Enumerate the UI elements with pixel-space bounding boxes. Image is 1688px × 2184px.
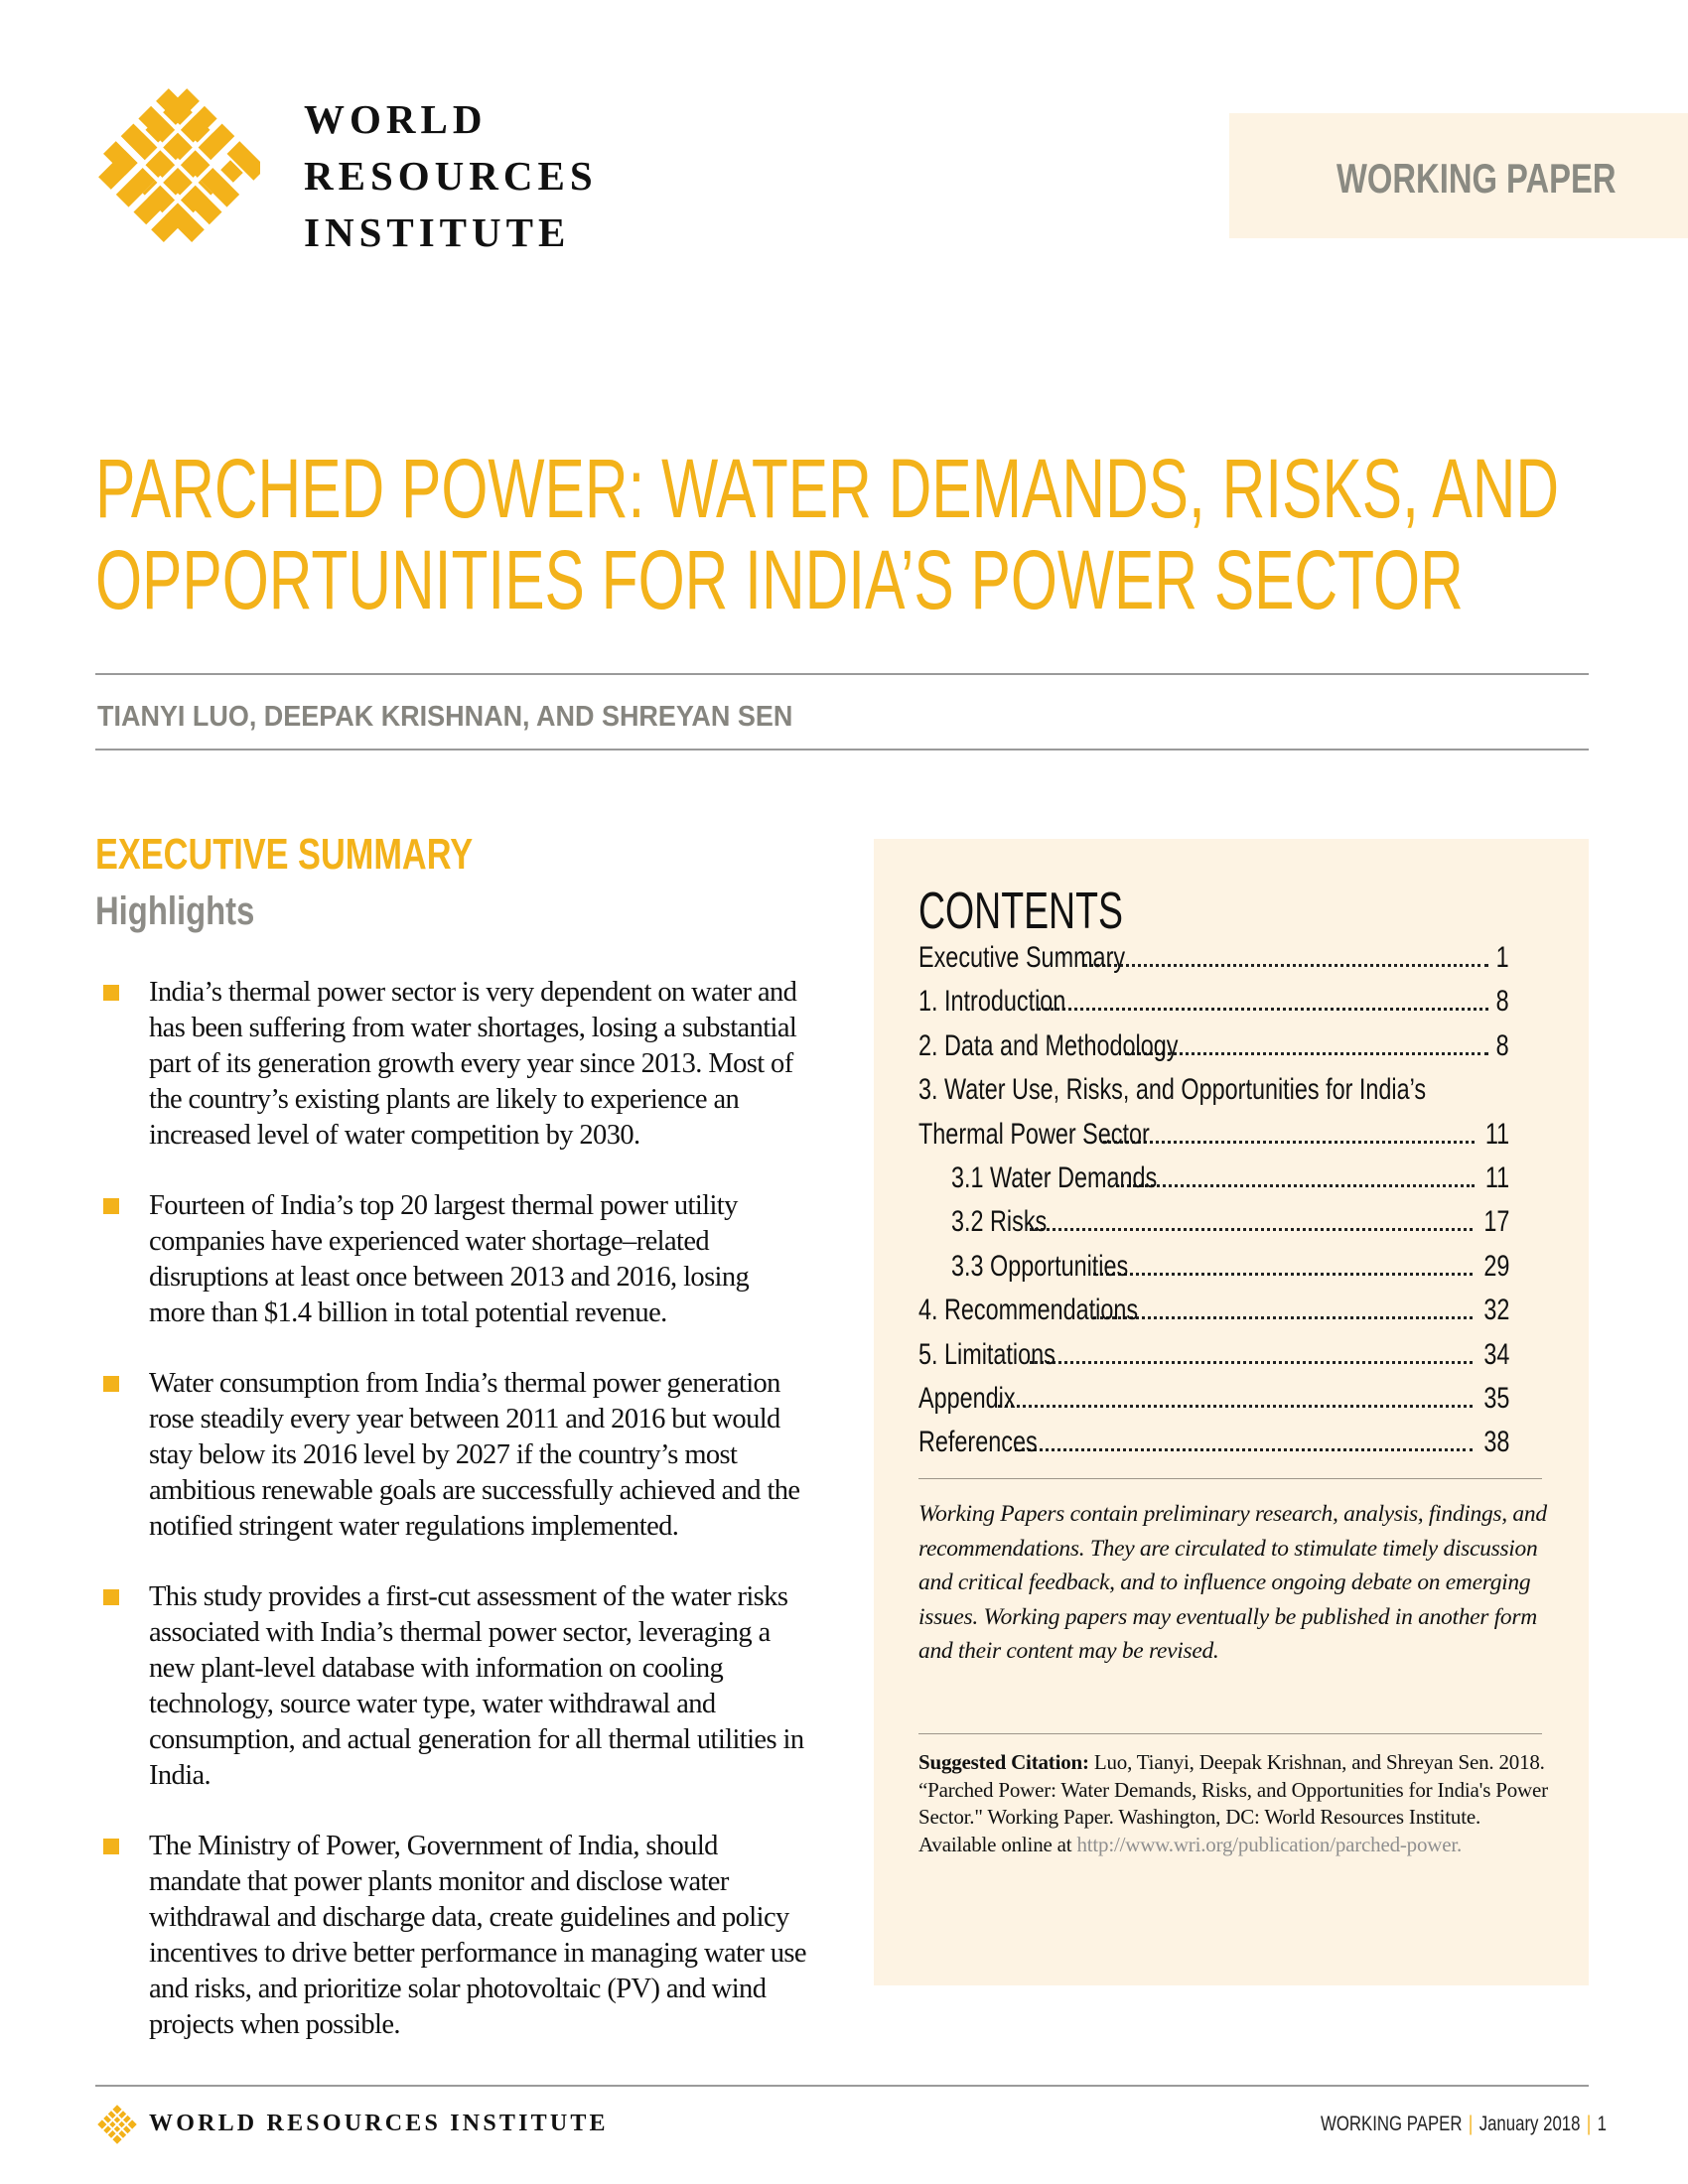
toc-item-page: 35 xyxy=(1482,1381,1509,1415)
separator: | xyxy=(1586,2113,1592,2135)
separator: | xyxy=(1468,2113,1474,2135)
toc-item[interactable] xyxy=(918,1338,1509,1382)
org-name xyxy=(304,91,598,261)
bullet-square-icon xyxy=(103,1376,119,1392)
toc-item[interactable] xyxy=(918,1382,1509,1426)
list-item-text: Water consumption from India’s thermal power generation rose steadily every year between 2011 and 2016 but would stay below its 2016 level by 2027 if the country’s most ambitious renewable goals are successfully achieved and the notified stringent water regulations implemented. xyxy=(149,1368,800,1542)
bullet-square-icon xyxy=(103,1589,119,1605)
list-item xyxy=(95,1829,810,2043)
working-paper-label: WORKING PAPER xyxy=(1336,155,1617,202)
dot-leader xyxy=(1015,1448,1472,1451)
dot-leader xyxy=(1093,1316,1472,1319)
highlights-list xyxy=(95,975,810,2078)
toc-item-page: 8 xyxy=(1495,1028,1509,1062)
toc-item-label: 4. Recommendations xyxy=(918,1294,1139,1327)
toc-item-label: 3. Water Use, Risks, and Opportunities for India’s xyxy=(918,1073,1427,1107)
toc-item-page: 17 xyxy=(1482,1205,1509,1239)
bullet-square-icon xyxy=(103,1198,119,1214)
subsection-heading: Highlights xyxy=(95,889,255,933)
footer-meta xyxy=(1321,2113,1607,2136)
list-item xyxy=(95,1188,810,1331)
dot-leader xyxy=(1103,1141,1475,1144)
dot-leader xyxy=(1125,1052,1488,1055)
org-name-line: INSTITUTE xyxy=(304,209,571,255)
org-name-line: WORLD xyxy=(304,96,488,142)
dot-leader xyxy=(1038,1008,1489,1011)
toc-item-page: 8 xyxy=(1495,985,1509,1019)
toc-item[interactable] xyxy=(918,1161,1509,1205)
divider xyxy=(918,1478,1542,1479)
toc-item[interactable] xyxy=(918,985,1509,1028)
dot-leader xyxy=(1093,1273,1473,1276)
divider xyxy=(95,673,1589,675)
toc-item[interactable] xyxy=(918,1118,1509,1161)
woven-diamond-logo-icon xyxy=(95,85,260,250)
dot-leader xyxy=(1030,1228,1473,1231)
dot-leader xyxy=(1030,1361,1473,1364)
toc-item[interactable] xyxy=(918,1205,1509,1249)
citation-link[interactable]: http://www.wri.org/publication/parched-power. xyxy=(1076,1832,1463,1856)
toc-item[interactable] xyxy=(918,1294,1509,1337)
list-item-text: Fourteen of India’s top 20 largest thermal power utility companies have experienced water shortage–related disruptions at least once between 2013 and 2016, losing more than $1.4 billion in total potential revenue. xyxy=(149,1190,750,1328)
divider xyxy=(95,749,1589,751)
toc-item-page: 1 xyxy=(1495,941,1509,974)
toc-item[interactable] xyxy=(918,1073,1509,1117)
footer-divider xyxy=(95,2085,1589,2087)
contents-heading: CONTENTS xyxy=(918,883,1123,940)
citation-text: Luo, Tianyi, Deepak Krishnan, and Shreyan Sen. 2018. “Parched Power: Water Demands, Risks, and Opportunities for India's Power Sector." Working Paper. Washington, DC: World Resources Institute. Available online at xyxy=(918,1750,1548,1856)
toc-item-page: 34 xyxy=(1482,1337,1509,1371)
toc-item-label: 1. Introduction xyxy=(918,985,1066,1019)
title-line: OPPORTUNITIES FOR INDIA’S POWER SECTOR xyxy=(95,533,1464,626)
toc-item[interactable] xyxy=(918,1250,1509,1294)
list-item-text: This study provides a first-cut assessment of the water risks associated with India’s thermal power sector, leveraging a new plant-level database with information on cooling technology, source water type, water withdrawal and consumption, and actual generation for all thermal utilities in India. xyxy=(149,1581,804,1791)
page-number: 1 xyxy=(1597,2113,1608,2135)
toc-item-label: 3.2 Risks xyxy=(951,1205,1048,1239)
toc-item-page: 11 xyxy=(1484,1160,1509,1194)
toc-item-label: 3.1 Water Demands xyxy=(951,1160,1158,1194)
list-item-text: The Ministry of Power, Government of India, should mandate that power plants monitor and disclose water withdrawal and discharge data, create guidelines and policy incentives to drive better performance in managing water use and risks, and prioritize solar photovoltaic (PV) and wind projects when possible. xyxy=(149,1831,806,2040)
table-of-contents xyxy=(918,941,1509,1470)
toc-item-label: 2. Data and Methodology xyxy=(918,1028,1179,1062)
woven-diamond-logo-icon xyxy=(97,2105,137,2144)
toc-item-page: 29 xyxy=(1482,1249,1509,1283)
toc-item-label: 5. Limitations xyxy=(918,1337,1055,1371)
toc-item-label: References xyxy=(918,1426,1038,1459)
list-item-text: India’s thermal power sector is very dependent on water and has been suffering from water shortages, losing a substantial part of its generation growth every year since 2013. Most of the country’s existing plants are likely to experience an increased level of water competition by 2030. xyxy=(149,977,797,1151)
bullet-square-icon xyxy=(103,1839,119,1854)
toc-item-page: 11 xyxy=(1484,1117,1509,1151)
toc-item-page: 32 xyxy=(1482,1294,1509,1327)
suggested-citation xyxy=(918,1749,1554,1858)
toc-item-label: Thermal Power Sector xyxy=(918,1117,1150,1151)
toc-item-page: 38 xyxy=(1482,1426,1509,1459)
list-item xyxy=(95,975,810,1154)
section-heading: EXECUTIVE SUMMARY xyxy=(95,830,474,879)
authors: TIANYI LUO, DEEPAK KRISHNAN, AND SHREYAN SEN xyxy=(97,701,793,733)
footer-series: WORKING PAPER xyxy=(1321,2113,1463,2135)
toc-item[interactable] xyxy=(918,1426,1509,1469)
title-line: PARCHED POWER: WATER DEMANDS, RISKS, AND xyxy=(95,442,1560,535)
dot-leader xyxy=(1083,964,1488,967)
working-paper-note: Working Papers contain preliminary research, analysis, findings, and recommendations. They are circulated to stimulate timely discussion and critical feedback, and to influence ongoing debate on emerging issues. Working papers may eventually be published in another form and their content may be revised. xyxy=(918,1501,1547,1664)
divider xyxy=(918,1733,1542,1734)
toc-item-label: 3.3 Opportunities xyxy=(951,1249,1129,1283)
citation-label: Suggested Citation: xyxy=(918,1750,1089,1774)
toc-item[interactable] xyxy=(918,1029,1509,1073)
org-name-line: RESOURCES xyxy=(304,153,598,199)
footer-org-name: WORLD RESOURCES INSTITUTE xyxy=(149,2111,609,2136)
toc-item[interactable] xyxy=(918,941,1509,985)
bullet-square-icon xyxy=(103,985,119,1001)
list-item xyxy=(95,1366,810,1545)
list-item xyxy=(95,1579,810,1794)
toc-item-label: Appendix xyxy=(918,1381,1016,1415)
dot-leader xyxy=(998,1405,1473,1408)
page-title xyxy=(95,443,1688,625)
dot-leader xyxy=(1116,1184,1475,1187)
footer-date: January 2018 xyxy=(1478,2113,1581,2135)
toc-item-label: Executive Summary xyxy=(918,941,1126,974)
